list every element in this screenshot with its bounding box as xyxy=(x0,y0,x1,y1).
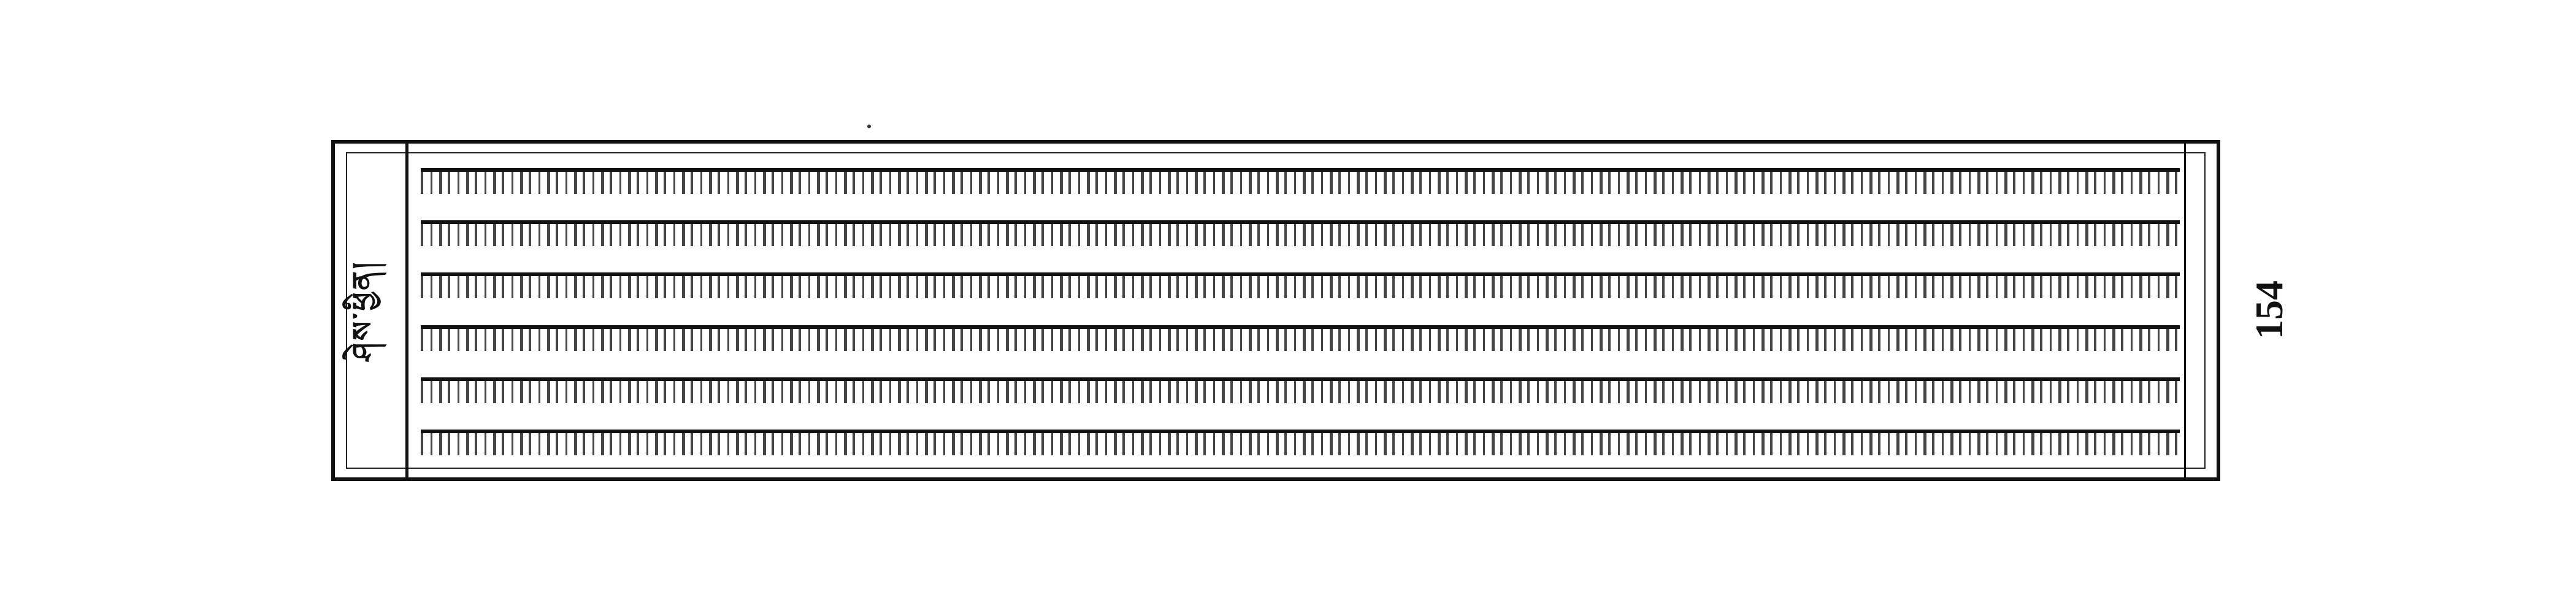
text-line-content xyxy=(421,426,2180,457)
text-line-content xyxy=(421,374,2180,404)
left-margin xyxy=(335,144,408,477)
right-edge-bracket xyxy=(2184,144,2217,477)
margin-title: ཤེས་ཕྱིན། xyxy=(346,260,380,361)
text-line xyxy=(421,366,2180,412)
text-line xyxy=(421,209,2180,255)
text-block xyxy=(421,157,2180,464)
text-line-content xyxy=(421,217,2180,247)
folio-number: 154 xyxy=(2247,280,2291,339)
text-line xyxy=(421,418,2180,464)
text-line xyxy=(421,157,2180,202)
text-line-content xyxy=(421,322,2180,352)
manuscript-folio xyxy=(331,140,2220,481)
ink-speck xyxy=(867,125,871,128)
text-line-content xyxy=(421,269,2180,299)
text-line xyxy=(421,314,2180,360)
text-line xyxy=(421,261,2180,307)
text-line-content xyxy=(421,164,2180,195)
